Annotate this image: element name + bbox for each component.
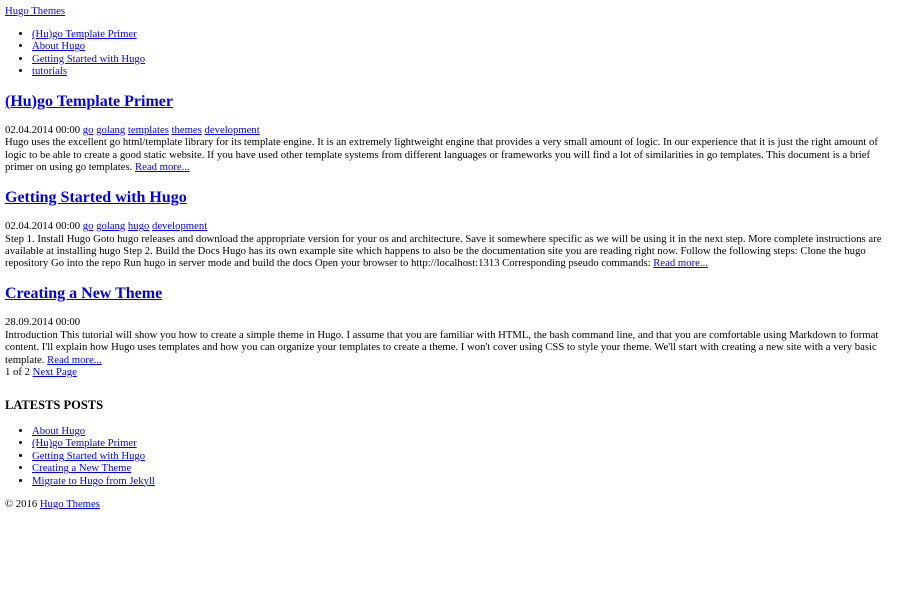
latest-posts-list [5,425,895,487]
post-meta [5,316,895,328]
nav-link-about-hugo[interactable]: About Hugo [32,40,86,53]
post-summary-block [5,189,895,270]
tag-link[interactable]: hugo [127,220,150,233]
read-more-link[interactable]: Read more... [653,257,708,270]
post-title-link[interactable]: (Hu)go Template Primer [5,92,173,110]
tag-link[interactable]: golang [96,124,126,137]
copyright-text: © 2016 [5,497,38,510]
post-summary-text: Hugo uses the excellent go html/template library for its template engine. It is an extremely lightweight engine that provides a very small amount of logic. In our experience that it is just the right amount of logic to be able to create a good static website. If you have used other template systems from different languages or frameworks you will find a lot of similarities in go templates. This document is a brief primer on using go templates. [5,136,878,174]
post-title [5,285,895,304]
pagination-status: 1 of 2 [5,366,30,379]
post-meta [5,220,895,232]
tag-link[interactable]: templates [127,124,169,137]
nav-item [32,65,895,77]
tag-link[interactable]: themes [171,124,202,137]
post-date: 02.04.2014 00:00 [5,124,81,137]
footer-site-link[interactable]: Hugo Themes [39,497,100,510]
post-title-link[interactable]: Getting Started with Hugo [5,188,187,206]
page-footer [5,498,895,510]
post-summary [5,136,895,173]
pagination [5,366,895,378]
post-meta [5,124,895,136]
list-item [32,450,895,462]
top-nav-list [5,28,895,78]
nav-link-template-primer[interactable]: (Hu)go Template Primer [32,27,137,40]
latest-post-link-creating-theme[interactable]: Creating a New Theme [32,462,132,475]
post-title-link[interactable]: Creating a New Theme [5,284,163,302]
read-more-link[interactable]: Read more... [47,353,102,366]
page-header [5,5,895,78]
latest-posts-heading: LATESTS POSTS [5,398,104,413]
nav-item [32,28,895,40]
post-summary [5,233,895,270]
post-summary-block [5,285,895,366]
post-date: 02.04.2014 00:00 [5,220,81,233]
list-item [32,425,895,437]
tag-link[interactable]: golang [96,220,126,233]
tag-link[interactable]: go [82,220,94,233]
nav-link-tutorials[interactable]: tutorials [32,65,68,78]
post-summary-block [5,93,895,174]
latest-post-link-getting-started[interactable]: Getting Started with Hugo [32,449,146,462]
post-summary-text: Introduction This tutorial will show you how to create a simple theme in Hugo. I assume that you are familiar with HTML, the bash command line, and that you are comfortable using Markdown to format content. I'll explain how Hugo uses templates and how you can organize your templates to create a theme. I won't cover using CSS to style your theme. We'll start with creating a new site with a very basic template. [5,328,879,366]
nav-item [32,53,895,65]
post-summary-text: Step 1. Install Hugo Goto hugo releases and download the appropriate version for your os and architecture. Save it somewhere specific as we will be using it in the next step. More complete instructions are available at installing hugo Step 2. Build the Docs Hugo has its own example site which happens to also be the documentation site you are reading right now. Follow the following steps: Clone the hugo repository Go into the repo Run hugo in server mode and build the docs Open your browser to http://localhost:1313 Corresponding pseudo commands: [5,232,882,270]
post-list [5,93,895,487]
read-more-link[interactable]: Read more... [135,161,190,174]
post-title [5,189,895,208]
tag-link[interactable]: development [204,124,260,137]
list-item [32,475,895,487]
tag-link[interactable]: go [82,124,94,137]
latest-post-link-template-primer[interactable]: (Hu)go Template Primer [32,437,137,450]
site-title-link[interactable]: Hugo Themes [5,5,66,17]
post-summary [5,329,895,366]
list-item [32,462,895,474]
next-page-link[interactable]: Next Page [32,366,77,379]
post-title [5,93,895,112]
post-date: 28.09.2014 00:00 [5,316,81,329]
latest-post-link-migrate-jekyll[interactable]: Migrate to Hugo from Jekyll [32,474,155,487]
nav-item [32,40,895,52]
latest-posts-section [5,398,895,487]
tag-link[interactable]: development [151,220,208,233]
latest-post-link-about-hugo[interactable]: About Hugo [32,424,86,437]
nav-link-getting-started[interactable]: Getting Started with Hugo [32,52,146,65]
list-item [32,437,895,449]
